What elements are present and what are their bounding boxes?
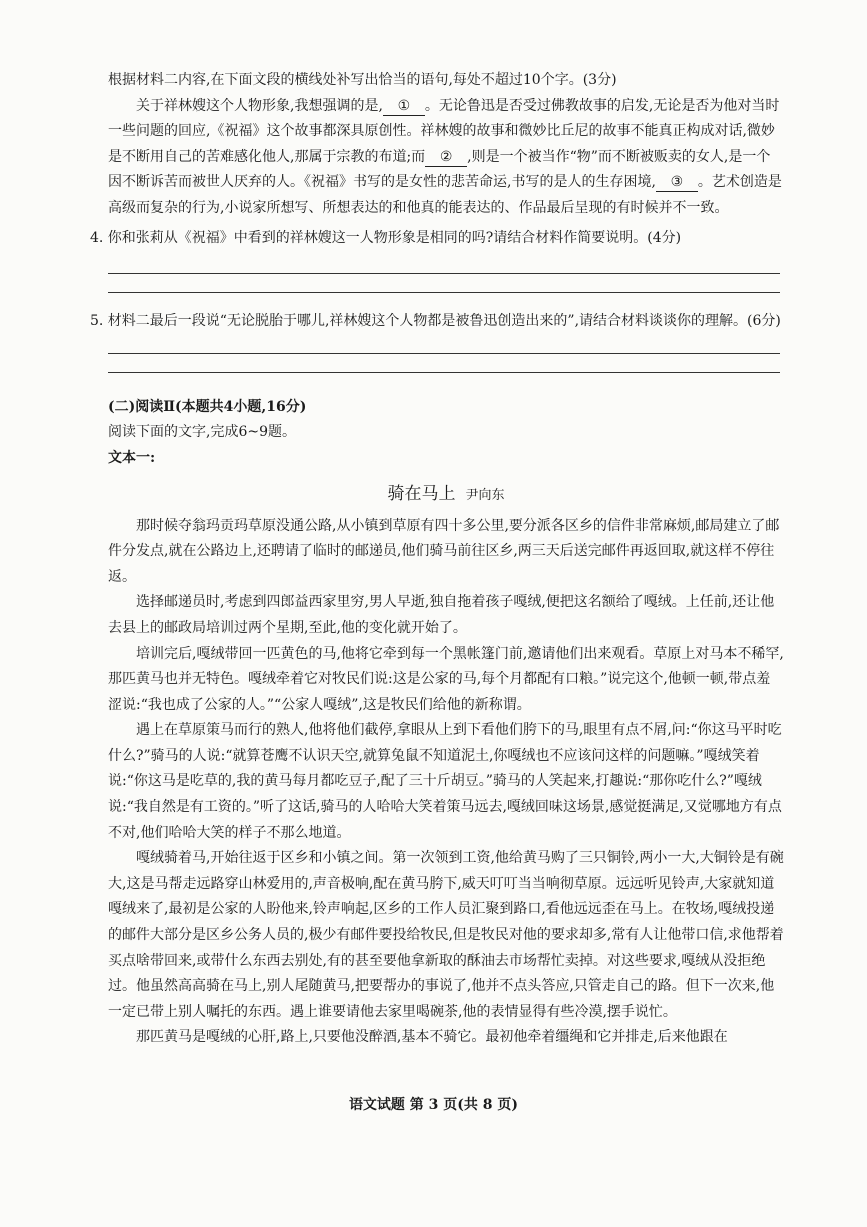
answer-line[interactable] [108,292,780,293]
blank-2[interactable]: ② [425,148,467,167]
text-label: 文本一: [108,449,156,466]
answer-line[interactable] [108,372,780,373]
page-content [90,68,784,1051]
blank-3[interactable]: ③ [656,173,698,192]
passage-text-b: 。无论鲁迅是否受过佛教故事的启发,无论是否为他对当时一些问题的回应,《祝福》这个故事都深具原创性。祥林嫂的故事和微妙比丘尼的故事不能真正构成对话,微妙是不断用自己的苦难感化他人,那属于宗教的布道;而 [108,97,780,165]
article-paragraph: 选择邮递员时,考虑到四郎益西家里穷,男人早逝,独自拖着孩子嘎绒,便把这名额给了嘎绒。上任前,还让他去县上的邮政局培训过两个星期,至此,他的变化就开始了。 [108,594,775,636]
article-heading [108,480,784,510]
article-paragraph: 那时候夺翁玛贡玛草原没通公路,从小镇到草原有四十多公里,要分派各区乡的信件非常麻烦,邮局建立了邮件分发点,就在公路边上,还聘请了临时的邮递员,他们骑马前往区乡,两三天后送完邮件再返回取,就这样不停往返。 [108,517,780,585]
section-title: (二)阅读Ⅱ(本题共4小题,16分) [108,398,307,415]
page-footer: 语文试题 第 3 页(共 8 页) [348,1097,519,1113]
question-3-passage [108,94,784,222]
passage-text-a: 关于祥林嫂这个人物形象,我想强调的是, [136,97,383,114]
article-paragraph: 培训完后,嘎绒带回一匹黄色的马,他将它牵到每一个黑帐篷门前,邀请他们出来观看。草原上对马本不稀罕,那匹黄马也并无特色。嘎绒牵着它对牧民们说:这是公家的马,每个月都配有口粮。”说完这个,他顿一顿,带点羞涩说:“我也成了公家的人。”“公家人嘎绒”,这是牧民们给他的新称谓。 [108,645,784,713]
question-3-prompt: 根据材料二内容,在下面文段的横线处补写出恰当的语句,每处不超过10个字。(3分) [108,72,617,88]
blank-1[interactable]: ① [383,97,425,116]
question-5: 5. 材料二最后一段说“无论脱胎于哪儿,祥林嫂这个人物都是被鲁迅创造出来的”,请结合材料谈谈你的理解。(6分) [90,313,781,330]
passage-text-d: 。艺术创造是高级而复杂的行为,小说家所想写、所想表达的和他真的能表达的、作品最后呈现的有时候并不一致。 [108,174,782,216]
article-paragraph: 那匹黄马是嘎绒的心肝,路上,只要他没醉酒,基本不骑它。最初他牵着缰绳和它并排走,后来他跟在 [136,1029,728,1046]
passage-text-c: ,则是一个被当作“物”而不断被贩卖的女人,是一个因不断诉苦而被世人厌弃的人。《祝福》书写的是女性的悲苦命运,书写的是人的生存困境, [108,148,771,191]
article-paragraph: 嘎绒骑着马,开始往返于区乡和小镇之间。第一次领到工资,他给黄马购了三只铜铃,两小一大,大铜铃是有碗大,这是马帮走远路穿山林爱用的,声音极响,配在黄马胯下,威天叮叮当当响彻草原。远远听见铃声,大家就知道嘎绒来了,最初是公家的人盼他来,铃声响起,区乡的工作人员汇聚到路口,看他远远歪在马上。在牧场,嘎绒投递的邮件大部分是区乡公务人员的,极少有邮件要投给牧民,但是牧民对他的要求却多,常有人让他带口信,求他帮着买点啥带回来,或带什么东西去别处,有的甚至要他拿新取的酥油去市场帮忙卖掉。对这些要求,嘎绒从没拒绝过。他虽然高高骑在马上,别人尾随黄马,把要帮办的事说了,他并不点头答应,只管走自己的路。但下一次来,他一定已带上别人嘱托的东西。遇上谁要请他去家里喝碗茶,他的表情显得有些冷漠,摆手说忙。 [108,850,784,1020]
section-instruction: 阅读下面的文字,完成6~9题。 [108,424,296,441]
question-4: 4. 你和张莉从《祝福》中看到的祥林嫂这一人物形象是相同的吗?请结合材料作简要说明。(4分) [90,229,682,246]
article-paragraph: 遇上在草原策马而行的熟人,他将他们截停,拿眼从上到下看他们胯下的马,眼里有点不屑,问:“你这马平时吃什么?”骑马的人说:“就算苍鹰不认识天空,就算兔鼠不知道泥土,你嘎绒也不应该问这样的问题嘛。”嘎绒笑着说:“你这马是吃草的,我的黄马每月都吃豆子,配了三十斤胡豆。”骑马的人笑起来,打趣说:“那你吃什么?”嘎绒说:“我自然是有工资的。”听了这话,骑马的人哈哈大笑着策马远去,嘎绒回味这场景,感觉挺满足,又觉哪地方有点不对,他们哈哈大笑的样子不那么地道。 [108,722,782,841]
article-title: 骑在马上 [387,483,456,504]
article-author: 尹向东 [465,487,505,503]
